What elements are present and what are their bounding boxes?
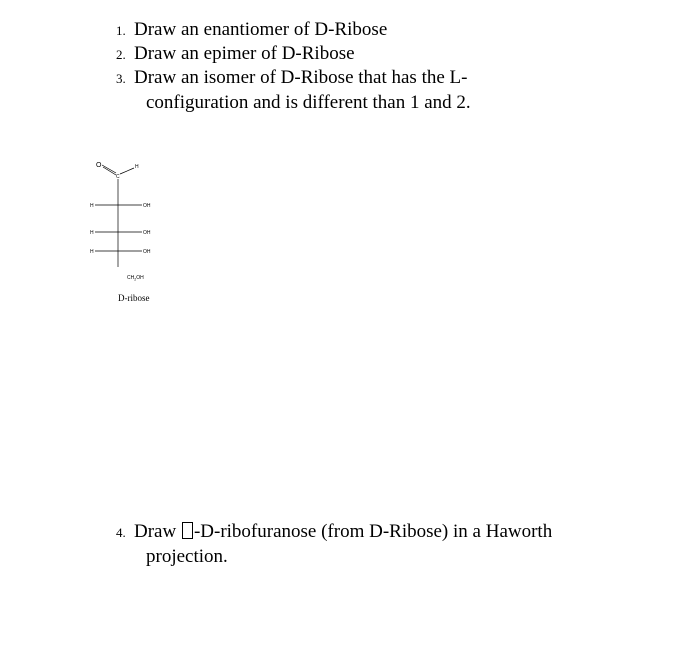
d-ribose-fischer-projection — [90, 155, 180, 315]
question-1 — [116, 18, 387, 43]
missing-character-glyph — [182, 522, 193, 539]
carbonyl-bond-1 — [102, 165, 116, 173]
bottom-ch-label: CH — [127, 275, 135, 281]
bottom-oh-label: OH — [136, 275, 144, 281]
question-2-number: 2. — [116, 47, 126, 62]
carbonyl-bond-2 — [103, 167, 116, 175]
question-1-text: Draw an enantiomer of D-Ribose — [134, 19, 388, 40]
aldehyde-carbon-label: C — [116, 174, 120, 180]
question-4 — [116, 520, 552, 569]
question-4-continuation: projection. — [146, 546, 228, 567]
row-3-left-h: H — [90, 249, 94, 255]
question-3-continuation: configuration and is different than 1 and 2. — [146, 92, 471, 113]
bottom-ch2oh-label — [127, 275, 144, 282]
question-2-text: Draw an epimer of D-Ribose — [134, 43, 355, 64]
question-3-text: Draw an isomer of D-Ribose that has the L- — [134, 67, 468, 88]
aldehyde-h-bond — [120, 168, 134, 174]
question-2 — [116, 42, 355, 67]
row-1-right-oh: OH — [143, 203, 151, 209]
structure-caption: D-ribose — [118, 293, 150, 303]
question-1-number: 1. — [116, 23, 126, 38]
question-4-number: 4. — [116, 525, 126, 540]
row-1-left-h: H — [90, 203, 94, 209]
row-2-right-oh: OH — [143, 230, 151, 236]
question-4-text-after: -D-ribofuranose (from D-Ribose) in a Haworth — [193, 521, 553, 542]
bottom-subscript-2: 2 — [134, 277, 137, 282]
aldehyde-oxygen-label: O — [96, 162, 102, 169]
question-3 — [116, 66, 471, 115]
row-3-right-oh: OH — [143, 249, 151, 255]
row-2-left-h: H — [90, 230, 94, 236]
question-3-number: 3. — [116, 71, 126, 86]
question-4-text-before: Draw — [134, 521, 181, 542]
aldehyde-hydrogen-label: H — [135, 164, 139, 170]
